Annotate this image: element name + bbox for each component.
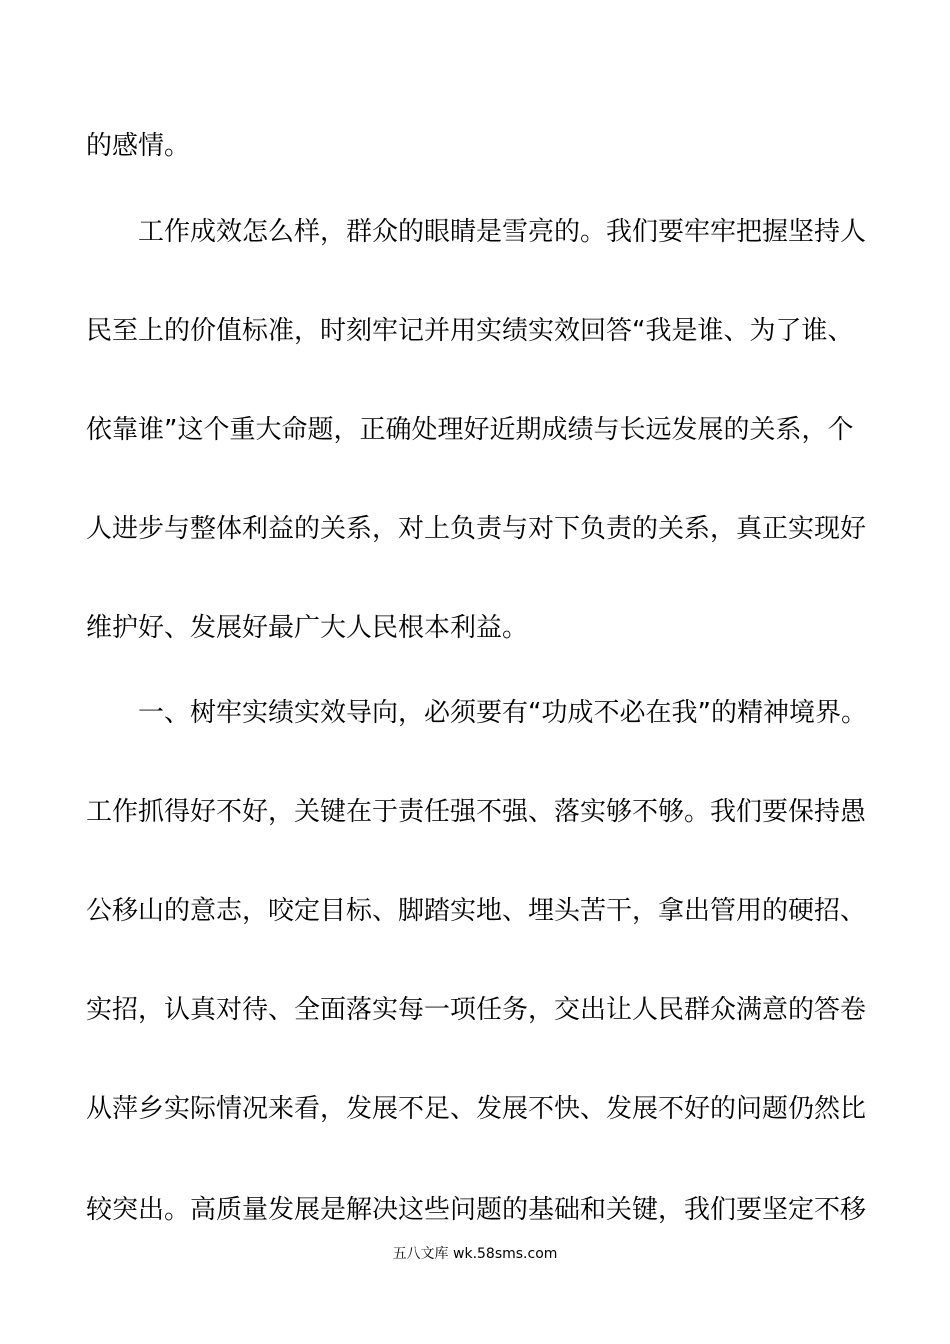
text-line-5: 人进步与整体利益的关系，对上负责与对下负责的关系，真正实现好 — [86, 514, 867, 544]
text-line-12: 较突出。高质量发展是解决这些问题的基础和关键，我们要坚定不移 — [86, 1195, 867, 1225]
text-line-6: 维护好、发展好最广大人民根本利益。 — [86, 613, 529, 643]
text-line-10: 实招，认真对待、全面落实每一项任务，交出让人民群众满意的答卷 — [86, 995, 867, 1025]
text-line-4: 依靠谁”这个重大命题，正确处理好近期成绩与长远发展的关系，个 — [86, 415, 854, 445]
text-line-1: 的感情。 — [86, 131, 191, 161]
text-line-11: 从萍乡实际情况来看，发展不足、发展不快、发展不好的问题仍然比 — [86, 1094, 867, 1124]
text-line-7: 一、树牢实绩实效导向，必须要有“功成不必在我”的精神境界。 — [138, 698, 867, 728]
text-line-3: 民至上的价值标准，时刻牢记并用实绩实效回答“我是谁、为了谁、 — [86, 316, 854, 346]
footer-watermark: 五八文库 wk.58sms.com — [392, 1246, 558, 1262]
text-line-9: 公移山的意志，咬定目标、脚踏实地、埋头苦干，拿出管用的硬招、 — [86, 896, 867, 926]
text-line-8: 工作抓得好不好，关键在于责任强不强、落实够不够。我们要保持愚 — [86, 797, 867, 827]
text-line-2: 工作成效怎么样，群众的眼睛是雪亮的。我们要牢牢把握坚持人 — [138, 217, 867, 247]
